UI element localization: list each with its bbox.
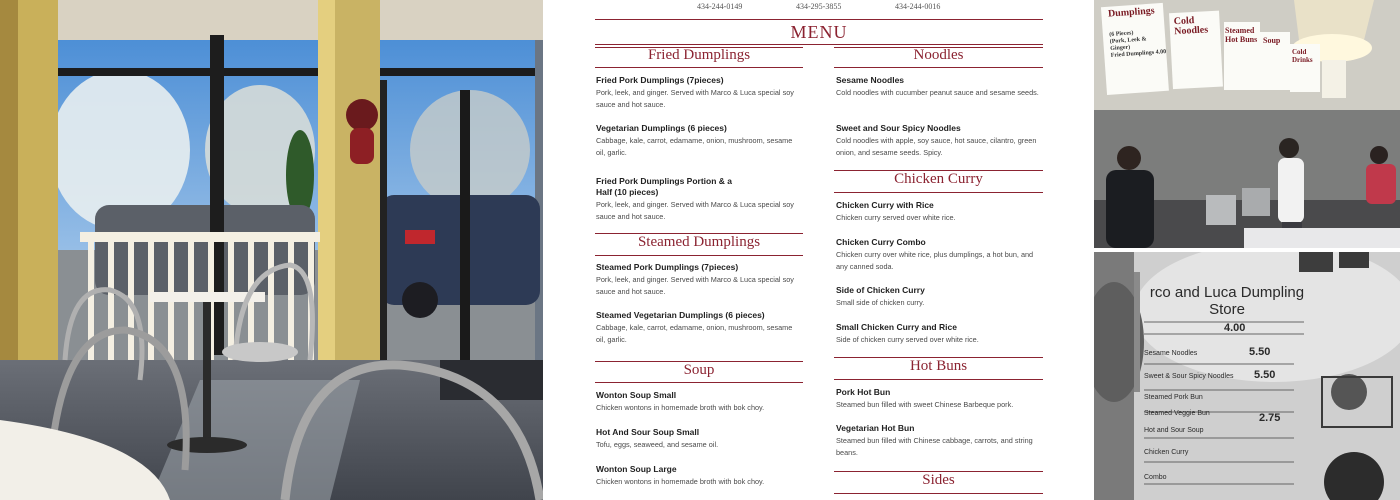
divider: [595, 67, 803, 68]
item-description: Chicken wontons in homemade broth with bok choy.: [596, 477, 765, 486]
item-description: Tofu, eggs, seaweed, and sesame oil.: [596, 440, 719, 449]
sign-price: 2.75: [1259, 412, 1281, 424]
phone-number: 434-244-0149: [697, 2, 743, 11]
divider: [834, 379, 1043, 380]
item-description: Chicken wontons in homemade broth with bok choy.: [596, 403, 765, 412]
item-name: Wonton Soup Small: [596, 390, 677, 400]
item-description: Pork, leek, and ginger. Served with Marco & Luca special soy sauce and hot sauce.: [596, 88, 794, 109]
phone-numbers: [543, 0, 1094, 14]
section-title-sides: Sides: [922, 472, 955, 488]
item-description: Small side of chicken curry.: [836, 298, 925, 307]
menu-page: [543, 0, 1094, 500]
sign-item: Steamed Pork Bun: [1144, 394, 1203, 401]
section-title-noodles: Noodles: [913, 47, 964, 63]
divider: [595, 255, 803, 256]
sign-item: Sweet & Sour Spicy Noodles: [1144, 373, 1234, 380]
menu-board-detail: [1109, 28, 1167, 60]
item-name: Fried Pork Dumplings (7pieces): [596, 75, 724, 85]
board-detail: (Pork, Leek & Ginger): [1109, 36, 1147, 52]
item-name: Side of Chicken Curry: [836, 285, 925, 295]
board-detail: (6 Pieces): [1109, 30, 1134, 38]
item-name: Pork Hot Bun: [836, 387, 891, 397]
item-description: Chicken curry over white rice, plus dumplings, a hot bun, and any canned soda.: [836, 250, 1034, 271]
item-name: Sweet and Sour Spicy Noodles: [836, 123, 961, 133]
menu-item: [836, 423, 1041, 459]
menu-item: [836, 237, 1041, 273]
board-price: 4.00: [1155, 49, 1167, 56]
item-name: Vegetarian Hot Bun: [836, 423, 915, 433]
sign-price: 4.00: [1224, 322, 1246, 334]
sign-item: Sesame Noodles: [1144, 350, 1198, 357]
item-description: Steamed bun filled with Chinese cabbage, carrots, and string beans.: [836, 436, 1033, 457]
menu-board-label: Soup: [1263, 36, 1281, 45]
menu-title: MENU: [790, 22, 848, 42]
kitchen-photo: [1094, 0, 1400, 248]
phone-number: 434-244-0016: [895, 2, 941, 11]
menu-item-description-block: [596, 198, 801, 223]
board-detail: Fried Dumplings: [1110, 49, 1155, 59]
item-name: Vegetarian Dumplings (6 pieces): [596, 123, 727, 133]
item-description: Cold noodles with apple, soy sauce, hot sauce, cilantro, green onion, and sesame seeds. Spicy.: [836, 136, 1037, 157]
store-sign-title: rco and Luca Dumpling Store: [1149, 284, 1305, 318]
item-name: Chicken Curry Combo: [836, 237, 926, 247]
sign-item: Combo: [1144, 474, 1167, 481]
item-name: Hot And Sour Soup Small: [596, 427, 700, 437]
item-name: Chicken Curry with Rice: [836, 200, 934, 210]
item-description: Cold noodles with cucumber peanut sauce and sesame seeds.: [836, 88, 1039, 97]
item-description: Pork, leek, and ginger. Served with Marco & Luca special soy sauce and hot sauce.: [596, 200, 794, 221]
section-title-soup: Soup: [683, 362, 715, 378]
sign-item: Steamed Veggie Bun: [1144, 410, 1210, 417]
menu-item: [596, 390, 801, 414]
divider: [595, 44, 1043, 45]
item-description: Cabbage, kale, carrot, edamame, onion, mushroom, sesame oil, garlic.: [596, 323, 793, 344]
item-name: Small Chicken Curry and Rice: [836, 322, 957, 332]
menu-item: [836, 200, 1041, 224]
cafe-interior-photo: [0, 0, 543, 500]
menu-board-label: Cold Drinks: [1292, 48, 1313, 64]
menu-board-label: Steamed Hot Buns: [1225, 26, 1258, 44]
item-name: Wonton Soup Large: [596, 464, 677, 474]
menu-item: [596, 123, 801, 159]
item-name: Sesame Noodles: [836, 75, 905, 85]
item-name: Fried Pork Dumplings Portion & a Half (10 pieces): [596, 176, 733, 197]
section-title-hot-buns: Hot Buns: [909, 358, 968, 374]
menu-item: [836, 123, 1041, 159]
divider: [595, 382, 803, 383]
divider: [595, 19, 1043, 20]
item-name: Steamed Vegetarian Dumplings (6 pieces): [596, 310, 765, 320]
item-description: Cabbage, kale, carrot, edamame, onion, mushroom, sesame oil, garlic.: [596, 136, 793, 157]
sign-price: 5.50: [1254, 369, 1276, 381]
sign-item: Chicken Curry: [1144, 449, 1189, 456]
section-title-fried-dumplings: Fried Dumplings: [647, 47, 751, 63]
cafe-scene: [0, 0, 543, 500]
menu-item: [836, 285, 1041, 309]
menu-item: [836, 75, 1041, 99]
phone-number: 434-295-3855: [796, 2, 842, 11]
menu-board-label: Cold Noodles: [1173, 15, 1209, 38]
item-description: Pork, leek, and ginger. Served with Marco & Luca special soy sauce and hot sauce.: [596, 275, 794, 296]
menu-item: [596, 464, 801, 488]
menu-board-label: Dumplings: [1107, 5, 1155, 20]
menu-item: [596, 176, 746, 198]
sign-price: 5.50: [1249, 346, 1271, 358]
menu-item: [596, 427, 801, 451]
divider: [834, 67, 1043, 68]
section-title-chicken-curry: Chicken Curry: [894, 171, 983, 187]
storefront-window-photo: [1094, 252, 1400, 500]
item-description: Steamed bun filled with sweet Chinese Barbeque pork.: [836, 400, 1014, 409]
menu-item: [596, 310, 801, 346]
menu-item: [596, 75, 801, 111]
menu-item: [596, 262, 801, 298]
menu-item: [836, 387, 1041, 411]
sign-item: Hot and Sour Soup: [1144, 427, 1204, 434]
section-title-steamed-dumplings: Steamed Dumplings: [637, 234, 761, 250]
menu-item: [836, 322, 1041, 346]
divider: [834, 192, 1043, 193]
item-name: Steamed Pork Dumplings (7pieces): [596, 262, 739, 272]
item-description: Chicken curry served over white rice.: [836, 213, 956, 222]
divider: [834, 493, 1043, 494]
item-description: Side of chicken curry served over white rice.: [836, 335, 979, 344]
